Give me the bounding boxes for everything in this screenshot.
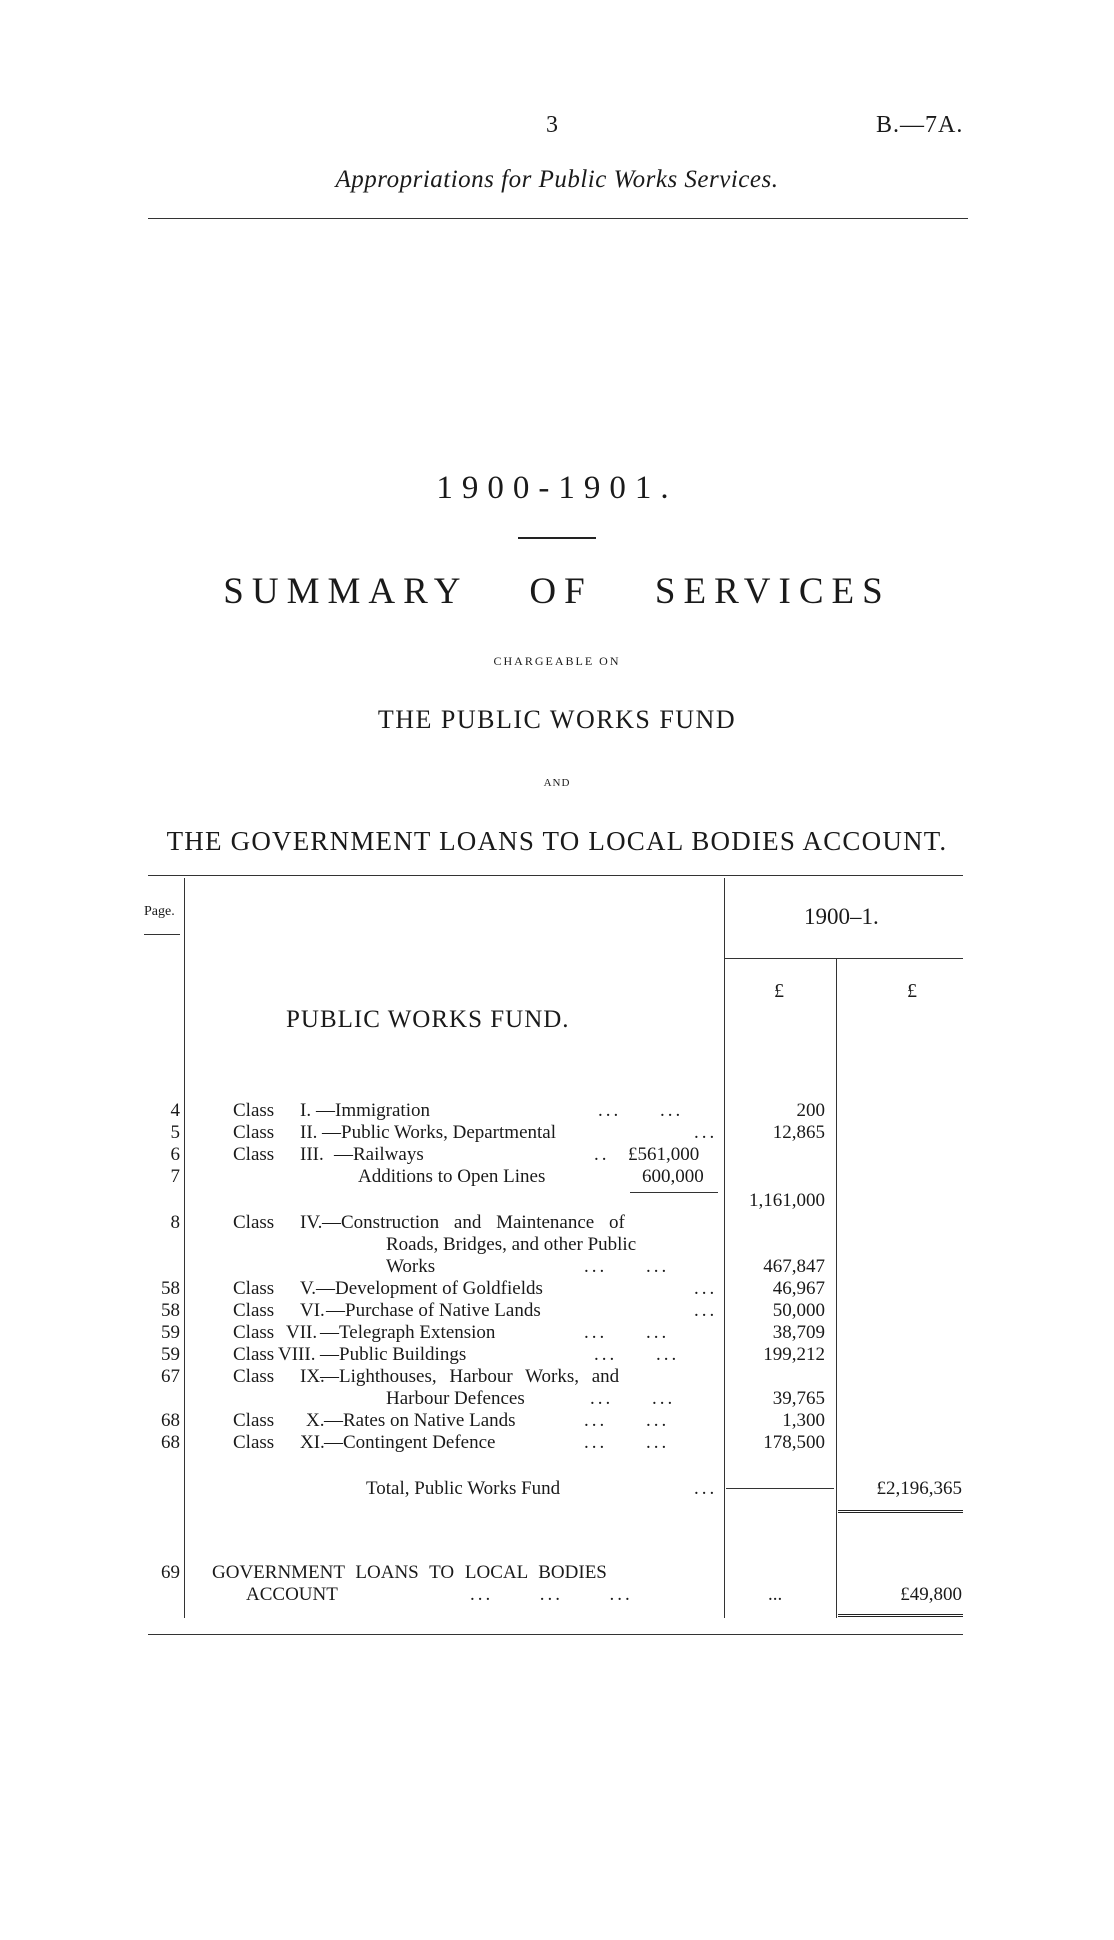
row-class-label: Class — [233, 1144, 275, 1165]
page-header-rule — [144, 934, 180, 935]
account-amount-placeholder: ... — [768, 1584, 783, 1605]
row-class-label: Class — [233, 1212, 275, 1233]
row-page-number: 59 — [161, 1344, 180, 1365]
leader-dots: ... — [694, 1122, 718, 1143]
row-page-number: 5 — [170, 1122, 180, 1143]
row-description: —Public Buildings — [320, 1344, 467, 1365]
row-description: —Lighthouses, Harbour Works, and — [320, 1366, 620, 1387]
leader-dots: ... — [694, 1300, 718, 1321]
row-description-continued: Harbour Defences — [386, 1388, 525, 1409]
row-class-label: Class — [233, 1344, 275, 1365]
year-header-rule — [725, 958, 963, 959]
total-double-rule — [838, 1510, 963, 1513]
row-class-numeral: VIII. — [278, 1344, 316, 1365]
row-page-number: 6 — [170, 1144, 180, 1165]
row-amount: 199,212 — [763, 1344, 825, 1365]
total-label: Total, Public Works Fund — [366, 1478, 561, 1499]
page-column-divider — [184, 878, 185, 1618]
row-class-numeral: XI. — [300, 1432, 325, 1453]
leader-dots: ... ... — [584, 1322, 670, 1343]
total-column-divider — [836, 958, 837, 1618]
row-amount: 50,000 — [772, 1300, 825, 1321]
table-top-rule — [148, 875, 963, 876]
section-heading: PUBLIC WORKS FUND. — [286, 1006, 570, 1033]
leader-dots: ... ... ... — [470, 1584, 633, 1605]
year-column-header: 1900–1. — [804, 904, 879, 929]
row-description-continued: Works — [386, 1256, 436, 1277]
row-class-label: Class — [233, 1300, 275, 1321]
amount-column-divider — [724, 878, 725, 1618]
row-sub-amount: £561,000 — [628, 1144, 700, 1165]
row-amount: 178,500 — [763, 1432, 825, 1453]
row-description: —Rates on Native Lands — [324, 1410, 516, 1431]
row-sub-amount: 600,000 — [642, 1166, 704, 1187]
leader-dots: .. — [594, 1144, 610, 1165]
header-rule — [148, 218, 968, 219]
row-description: —Railways — [334, 1144, 424, 1165]
leader-dots: ... ... — [584, 1432, 670, 1453]
leader-dots: ... — [694, 1478, 718, 1499]
leader-dots: ... — [694, 1278, 718, 1299]
row-page-number: 4 — [170, 1100, 180, 1121]
row-class-label: Class — [233, 1410, 275, 1431]
row-description: —Construction and Maintenance of — [322, 1212, 625, 1233]
chargeable-on-label: CHARGEABLE ON — [493, 654, 621, 668]
row-class-numeral: VII. — [286, 1322, 318, 1343]
total-value: £2,196,365 — [876, 1478, 962, 1499]
row-description: —Immigration — [316, 1100, 430, 1121]
page-number: 3 — [546, 112, 558, 138]
page-column-header: Page. — [144, 904, 175, 919]
running-subtitle: Appropriations for Public Works Services. — [335, 166, 779, 193]
account-row-label: GOVERNMENT LOANS TO LOCAL BODIES — [212, 1562, 607, 1583]
row-page-number: 67 — [161, 1366, 180, 1387]
row-page-number: 58 — [161, 1278, 180, 1299]
row-amount: 1,300 — [782, 1410, 825, 1431]
row-amount: 200 — [796, 1100, 825, 1121]
leader-dots: ... ... — [584, 1410, 670, 1431]
row-amount: 39,765 — [772, 1388, 825, 1409]
and-label: AND — [543, 777, 571, 789]
year-heading: 1900-1901. — [436, 470, 678, 506]
account-double-rule — [838, 1614, 963, 1617]
row-page-number: 68 — [161, 1432, 180, 1453]
row-page-number: 59 — [161, 1322, 180, 1343]
row-class-numeral: I. — [300, 1100, 312, 1121]
leader-dots: ... ... — [598, 1100, 684, 1121]
row-description: —Development of Goldfields — [316, 1278, 543, 1299]
row-page-number: 68 — [161, 1410, 180, 1431]
row-class-label: Class — [233, 1366, 275, 1387]
public-works-fund-heading: THE PUBLIC WORKS FUND — [377, 705, 737, 734]
row-class-numeral: IV. — [300, 1212, 323, 1233]
row-page-number: 8 — [170, 1212, 180, 1233]
row-class-label: Class — [233, 1278, 275, 1299]
leader-dots: ... ... — [590, 1388, 676, 1409]
row-class-numeral: II. — [300, 1122, 318, 1143]
account-row-label-continued: ACCOUNT — [246, 1584, 338, 1605]
row-description: —Purchase of Native Lands — [326, 1300, 541, 1321]
row-page-number: 58 — [161, 1300, 180, 1321]
leader-dots: ... ... — [584, 1256, 670, 1277]
currency-symbol-total: £ — [907, 980, 917, 1002]
row-amount: 12,865 — [772, 1122, 825, 1143]
account-heading: THE GOVERNMENT LOANS TO LOCAL BODIES ACCOUNT. — [166, 826, 948, 856]
row-class-label: Class — [233, 1432, 275, 1453]
row-description-continued: Roads, Bridges, and other Public — [386, 1234, 637, 1255]
document-reference: B.—7A. — [876, 112, 964, 138]
row-description: Additions to Open Lines — [358, 1166, 546, 1187]
summary-heading: SUMMARY OF SERVICES — [223, 571, 891, 612]
table-bottom-rule — [148, 1634, 963, 1635]
row-amount: 467,847 — [763, 1256, 825, 1277]
row-class-label: Class — [233, 1100, 275, 1121]
year-rule — [518, 537, 596, 539]
row-class-numeral: VI. — [300, 1300, 325, 1321]
currency-symbol-amount: £ — [774, 980, 784, 1002]
row-class-numeral: III. — [300, 1144, 324, 1165]
row-page-number: 69 — [161, 1562, 180, 1583]
row-amount: 1,161,000 — [749, 1190, 825, 1211]
row-class-label: Class — [233, 1122, 275, 1143]
leader-dots: ... ... — [594, 1344, 680, 1365]
row-description: —Telegraph Extension — [320, 1322, 496, 1343]
row-amount: 38,709 — [772, 1322, 825, 1343]
row-description: —Contingent Defence — [324, 1432, 496, 1453]
row-amount: 46,967 — [772, 1278, 825, 1299]
row-class-numeral: X. — [306, 1410, 325, 1431]
row-class-label: Class — [233, 1322, 275, 1343]
row-description: —Public Works, Departmental — [322, 1122, 556, 1143]
row-class-numeral: IX. — [300, 1366, 325, 1387]
row-class-numeral: V. — [300, 1278, 317, 1299]
account-total-value: £49,800 — [900, 1584, 962, 1605]
row-page-number: 7 — [170, 1166, 180, 1187]
